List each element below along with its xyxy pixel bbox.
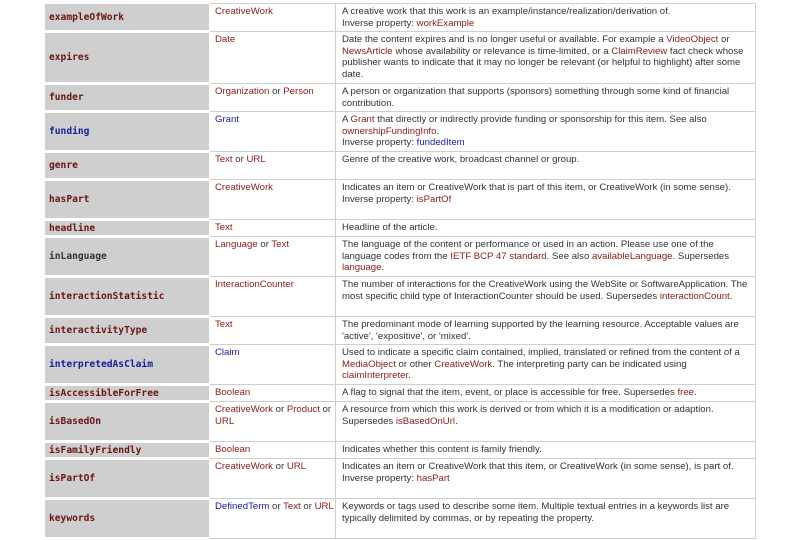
property-name-link[interactable]: isFamilyFriendly [45,442,210,459]
description-line [342,473,749,485]
description-text: . [408,370,411,382]
type-link[interactable]: Date [215,34,236,45]
property-row-genre [45,152,756,180]
description-text: whose availability or relevance is time-limited, or a [392,45,612,57]
type-link[interactable]: Language [215,239,258,250]
expected-types-cell [210,180,336,220]
description-link[interactable]: workExample [416,17,475,29]
description-cell [336,277,756,317]
description-link[interactable]: ownershipFundingInfo [342,125,437,137]
property-row-hasPart [45,180,756,220]
type-link[interactable]: Product [286,404,320,415]
expected-types-cell [210,4,336,32]
property-name-link[interactable]: funding [45,112,210,152]
description-text: A resource from which this work is derived or from which it is a modification or adaption. Supersedes [342,404,714,427]
description-text: that directly or indirectly provide funding or sponsorship for this item. See also [374,114,707,125]
description-cell [336,32,756,84]
description-line [342,387,749,399]
expected-types-cell [210,385,336,402]
description-text: Used to indicate a specific claim contained, implied, translated or refined from the content of a [342,347,740,358]
property-row-interpretedAsClaim [45,345,756,385]
type-link[interactable]: CreativeWork [215,461,273,472]
property-name-link[interactable]: expires [45,32,210,84]
description-text: The predominant mode of learning supported by the learning resource. Acceptable values are 'active', 'expositive', or 'mixed'. [342,319,739,342]
type-link[interactable]: Boolean [215,444,251,455]
description-link[interactable]: ClaimReview [611,45,668,57]
description-text: . See also [546,250,592,262]
expected-types-cell [210,499,336,539]
description-line [342,444,749,456]
description-text: . [436,125,440,137]
expected-types-cell [210,459,336,499]
description-text: or other [395,358,435,370]
description-link[interactable]: isBasedOnUrl [395,415,456,427]
description-text: . [381,262,385,274]
property-name-link[interactable]: interactivityType [45,317,210,345]
description-cell [336,112,756,152]
property-row-interactionStatistic [45,277,756,317]
description-line [342,319,749,342]
description-cell [336,220,756,237]
type-link[interactable]: Claim [215,347,240,358]
type-link[interactable]: Text [283,501,301,512]
description-link[interactable]: language [342,262,382,274]
expected-types-cell [210,442,336,459]
description-cell [336,152,756,180]
description-text: A person or organization that supports (sponsors) something through some kind of financial contribution. [342,86,730,109]
property-row-isBasedOn [45,402,756,442]
description-cell [336,237,756,277]
description-cell [336,84,756,112]
or-separator: or [257,239,272,250]
or-separator: or [319,404,332,415]
description-link[interactable]: NewsArticle [342,45,393,57]
description-text: Date the content expires and is no longer useful or available. For example a [342,34,667,45]
property-name-link[interactable]: genre [45,152,210,180]
property-name-link[interactable]: keywords [45,499,210,539]
description-cell [336,317,756,345]
property-row-isFamilyFriendly [45,442,756,459]
property-row-isPartOf [45,459,756,499]
or-separator: or [232,154,247,165]
description-link[interactable]: availableLanguage [591,250,673,262]
description-text: Inverse property: [342,17,417,29]
description-link[interactable]: IETF BCP 47 standard [450,250,547,262]
description-link[interactable]: interactionCount [659,290,730,302]
property-name-link[interactable]: isBasedOn [45,402,210,442]
property-name-link[interactable]: isAccessibleForFree [45,385,210,402]
description-text: Indicates an item or CreativeWork that this item, or CreativeWork (in some sense), is part of. [342,461,734,472]
description-line [342,404,749,427]
type-link[interactable]: Boolean [215,387,251,398]
property-row-keywords [45,499,756,539]
description-line [342,182,749,194]
description-cell [336,4,756,32]
description-text: Indicates whether this content is family friendly. [342,444,542,455]
description-text: Indicates an item or CreativeWork that is part of this item, or CreativeWork (in some sense). [342,182,731,193]
description-link[interactable]: MediaObject [342,358,396,370]
or-separator: or [272,404,287,415]
description-line [342,279,749,302]
type-link[interactable]: URL [314,501,334,512]
property-row-funding [45,112,756,152]
or-separator: or [269,86,284,97]
expected-types-cell [210,237,336,277]
description-text: Inverse property: [342,193,417,205]
property-row-headline [45,220,756,237]
type-link[interactable]: Text [271,239,289,250]
type-link[interactable]: CreativeWork [215,6,273,17]
description-line [342,86,749,109]
description-text: The number of interactions for the CreativeWork using the WebSite or SoftwareApplication. The most specific child type of InteractionCounter should be used. Supersedes [342,279,748,302]
description-line [342,154,749,166]
description-line [342,222,749,234]
description-line [342,137,749,149]
description-line [342,18,749,30]
property-row-inLanguage [45,237,756,277]
description-text: Headline of the article. [342,222,438,233]
type-link[interactable]: URL [246,154,266,165]
description-text: or [718,34,730,45]
description-text: A flag to signal that the item, event, or place is accessible for free. Supersedes [342,387,678,398]
expected-types-cell [210,112,336,152]
expected-types-cell [210,220,336,237]
property-row-isAccessibleForFree [45,385,756,402]
description-text: Inverse property: [342,472,417,484]
properties-table-body [45,4,756,539]
properties-table [44,3,756,540]
description-link[interactable]: Grant [350,114,375,125]
description-line [342,501,749,524]
description-line [342,461,749,473]
description-cell [336,402,756,442]
expected-types-cell [210,345,336,385]
description-line [342,34,749,80]
description-cell [336,499,756,539]
type-link[interactable]: Text [215,222,233,233]
description-text: . [693,387,697,398]
description-cell [336,385,756,402]
property-name-link[interactable]: headline [45,220,210,237]
property-name-link[interactable]: hasPart [45,180,210,220]
description-link[interactable]: hasPart [416,472,450,484]
description-cell [336,180,756,220]
type-link[interactable]: URL [286,461,307,472]
expected-types-cell [210,152,336,180]
property-name-link[interactable]: interactionStatistic [45,277,210,317]
description-link[interactable]: claimInterpreter [342,370,409,382]
property-name-link[interactable]: exampleOfWork [45,4,210,32]
description-line [342,6,749,18]
type-link[interactable]: URL [215,415,235,427]
description-text: . Supersedes [672,250,730,262]
property-row-expires [45,32,756,84]
or-separator: or [272,461,287,472]
property-name-link[interactable]: isPartOf [45,459,210,499]
description-link[interactable]: VideoObject [666,34,719,45]
property-row-funder [45,84,756,112]
or-separator: or [269,501,284,512]
property-row-interactivityType [45,317,756,345]
description-text: Genre of the creative work, broadcast channel or group. [342,154,580,165]
description-cell [336,459,756,499]
type-link[interactable]: DefinedTerm [215,501,270,512]
type-link[interactable]: CreativeWork [215,404,273,415]
description-line [342,347,749,382]
description-text: Keywords or tags used to describe some item. Multiple textual entries in a keywords list are typically delimited by commas, or by repeating the property. [342,501,730,524]
description-link[interactable]: fundedItem [416,137,465,149]
type-link[interactable]: Person [283,86,314,97]
description-link[interactable]: isPartOf [416,193,452,205]
property-name-link[interactable]: interpretedAsClaim [45,345,210,385]
type-link[interactable]: InteractionCounter [215,279,294,290]
description-text: Inverse property: [342,137,417,149]
description-line [342,239,749,274]
expected-types-cell [210,84,336,112]
description-text: A [342,114,351,125]
description-text: fact check whose publisher wants to indicate that it may no longer be relevant (or helpful to highlight) after some date. [342,45,744,80]
or-separator: or [300,501,315,512]
description-text: . [729,290,733,302]
type-link[interactable]: Organization [215,86,270,97]
type-link[interactable]: CreativeWork [215,182,273,193]
description-text: . [455,415,458,427]
description-text: The language of the content or performance or used in an action. Please use one of the language codes from the [342,239,714,262]
type-link[interactable]: Text [215,154,233,165]
description-line [342,194,749,206]
property-name-link[interactable]: inLanguage [45,237,210,277]
expected-types-cell [210,317,336,345]
expected-types-cell [210,32,336,84]
property-row-exampleOfWork [45,4,756,32]
type-link[interactable]: Grant [215,114,239,125]
property-name-link[interactable]: funder [45,84,210,112]
description-line [342,114,749,137]
description-link[interactable]: CreativeWork [434,358,493,370]
description-text: A creative work that this work is an example/instance/realization/derivation of. [342,6,671,17]
description-cell [336,345,756,385]
expected-types-cell [210,277,336,317]
description-link[interactable]: free [677,387,694,398]
type-link[interactable]: Text [215,319,233,330]
expected-types-cell [210,402,336,442]
description-cell [336,442,756,459]
description-text: . The interpreting party can be indicated using [492,358,687,370]
